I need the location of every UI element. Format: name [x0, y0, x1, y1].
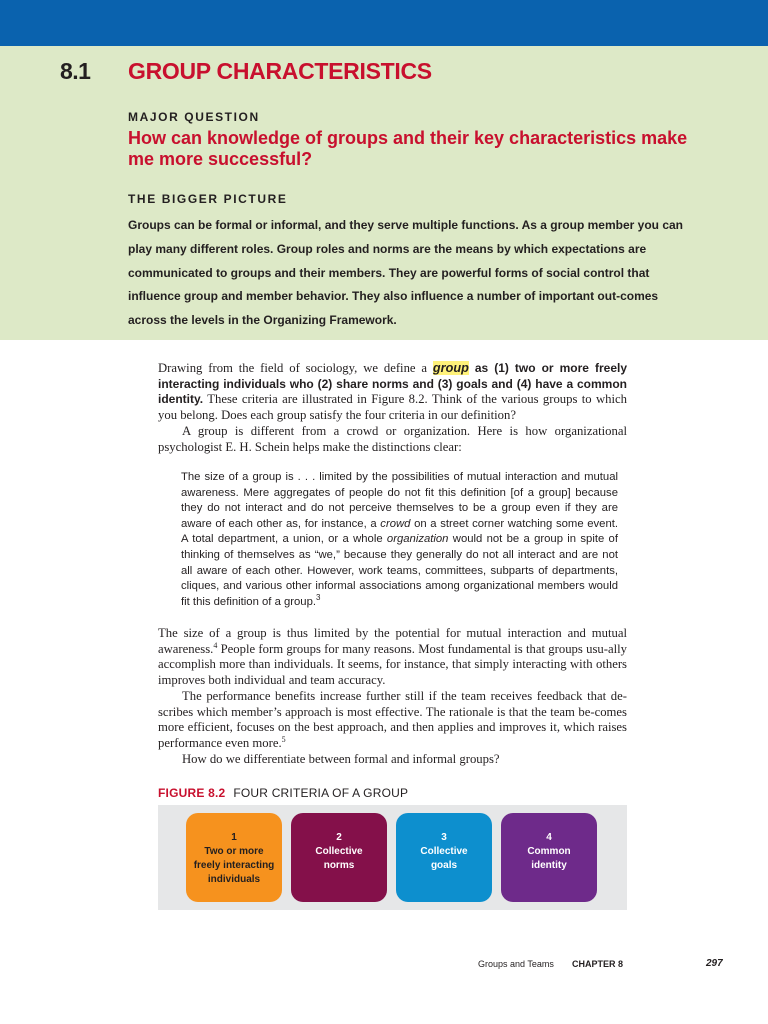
key-term-group: group — [432, 361, 469, 375]
quote-text: would not be a group in spite of thinking of themselves as “we,” because they generally do not all interact and are not all aware of each other. However, work teams, committees, subparts of departments, cliques, and various other informal associations among organizational members would fit this definition of a group. — [181, 533, 618, 608]
criterion-box-2 — [291, 813, 387, 902]
paragraph-text: Drawing from the field of sociology, we define a — [158, 361, 433, 375]
body-paragraphs-top — [158, 361, 627, 455]
paragraph-text: The size of a group is thus limited by the potential for mutual interaction and mutual awareness. — [158, 626, 627, 656]
footnote-ref[interactable]: 4 — [213, 640, 218, 650]
paragraph-definition — [158, 361, 627, 424]
paragraph-text: People form groups for many reasons. Most fundamental is that groups usu-ally accomplish more than individuals. It seems, for instance, that simply interacting with others improves both individual and team accuracy. — [158, 641, 627, 688]
criterion-number: 2 — [336, 832, 342, 843]
major-question-text: How can knowledge of groups and their key characteristics make me more successful? — [128, 128, 688, 169]
figure-label: FIGURE 8.2 — [158, 786, 226, 800]
section-number: 8.1 — [60, 58, 91, 84]
criterion-label: norms — [323, 860, 355, 871]
footnote-ref[interactable]: 3 — [316, 592, 321, 602]
paragraph-text: The performance benefits increase further still if the team receives feedback that de-scribes which member’s approach is most effective. The rationale is that the team be-comes more efficient, focuses on the best approach, and then applies and improves it, which raises performance even more. — [158, 688, 627, 750]
criterion-label: Two or more — [204, 846, 264, 857]
page-number: 297 — [706, 958, 723, 969]
top-color-bar — [0, 0, 768, 46]
criterion-box-3 — [396, 813, 492, 902]
criterion-label: individuals — [207, 874, 261, 885]
criterion-label: Collective — [315, 846, 363, 857]
criterion-number: 4 — [546, 832, 552, 843]
criterion-number: 1 — [231, 832, 237, 843]
footer-section-name: Groups and Teams — [478, 959, 554, 969]
footnote-ref[interactable]: 5 — [281, 734, 286, 744]
paragraph-text: These criteria are illustrated in Figure 8.2. Think of the various groups to which you belong. Does each group satisfy the four criteria in our definition? — [158, 392, 627, 423]
criterion-label: identity — [531, 860, 567, 871]
criterion-label: goals — [430, 860, 458, 871]
paragraph-question: How do we differentiate between formal and informal groups? — [182, 751, 500, 766]
quote-text: The size of a group is . . . limited by the possibilities of mutual interaction and mutual awareness. Mere aggregates of people do not fit this definition [of a group] because they do not interact and do not perceive themselves to be a group even if they are aware of each other as, for instance, a — [181, 471, 618, 530]
quote-emphasis: organization — [386, 533, 449, 546]
quote-text: on a street corner watching some event. A total department, a union, or a whole — [181, 517, 619, 546]
major-question-label: MAJOR QUESTION — [128, 110, 260, 124]
criterion-label: freely interacting — [193, 860, 275, 871]
bigger-picture-label: THE BIGGER PICTURE — [128, 192, 288, 206]
criterion-label: Common — [527, 846, 571, 857]
quote-emphasis: crowd — [380, 517, 411, 530]
criterion-box-1 — [186, 813, 282, 902]
block-quote — [181, 470, 618, 610]
definition-text: as (1) two or more freely interacting individuals who (2) share norms and (3) goals and (4) have a common identity. — [158, 361, 628, 407]
paragraph-crowd: A group is different from a crowd or organization. Here is how organizational psychologist E. H. Schein helps make the distinctions clear: — [158, 423, 627, 454]
bigger-picture-text: Groups can be formal or informal, and they serve multiple functions. As a group member you can play many different roles. Group roles and norms are the means by which expectations are communicated to groups and their members. They are powerful forms of social control that influence group and member behavior. They also influence a number of important out-comes across the levels in the Organizing Framework. — [128, 218, 683, 328]
section-title: GROUP CHARACTERISTICS — [128, 58, 432, 84]
body-paragraphs-bottom — [158, 626, 627, 767]
figure-panel — [158, 805, 627, 910]
figure-title: FOUR CRITERIA OF A GROUP — [233, 786, 409, 800]
figure-caption — [158, 786, 408, 800]
paragraph-performance — [158, 689, 627, 752]
criterion-box-4 — [501, 813, 597, 902]
criterion-label: Collective — [420, 846, 468, 857]
paragraph-size — [158, 626, 627, 689]
criterion-number: 3 — [441, 832, 447, 843]
footer-chapter: CHAPTER 8 — [572, 959, 624, 969]
